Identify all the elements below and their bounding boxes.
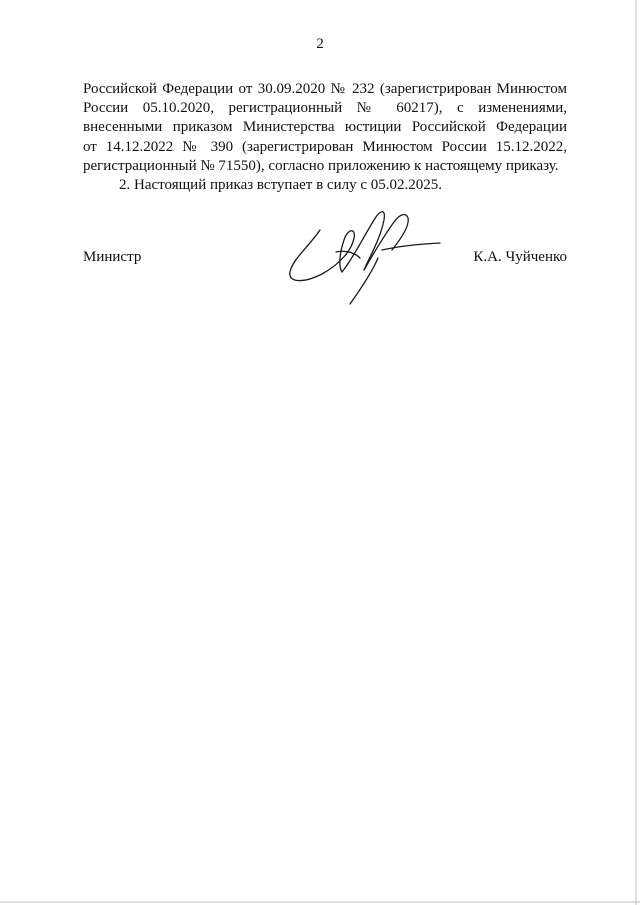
- signatory-name: К.А. Чуйченко: [473, 249, 567, 265]
- signatory-title: Министр: [83, 249, 142, 265]
- body-text: [83, 80, 567, 195]
- paragraph-1-line-5: регистрационный № 71550), согласно приложению к настоящему приказу.: [83, 157, 559, 174]
- paragraph-1-line-1: Российской Федерации от 30.09.2020 № 232 (зарегистрирован Минюстом: [83, 81, 567, 97]
- paragraph-1-line-3: внесенными приказом Министерства юстиции Российской Федерации: [83, 119, 567, 136]
- paragraph-2: 2. Настоящий приказ вступает в силу с 05.02.2025.: [119, 177, 442, 194]
- page-number: 2: [316, 36, 324, 52]
- handwritten-signature: [282, 200, 442, 310]
- paragraph-1-line-4: от 14.12.2022 № 390 (зарегистрирован Минюстом России 15.12.2022,: [83, 138, 567, 155]
- paragraph-1-line-2: России 05.10.2020, регистрационный № 60217), с изменениями,: [83, 100, 567, 117]
